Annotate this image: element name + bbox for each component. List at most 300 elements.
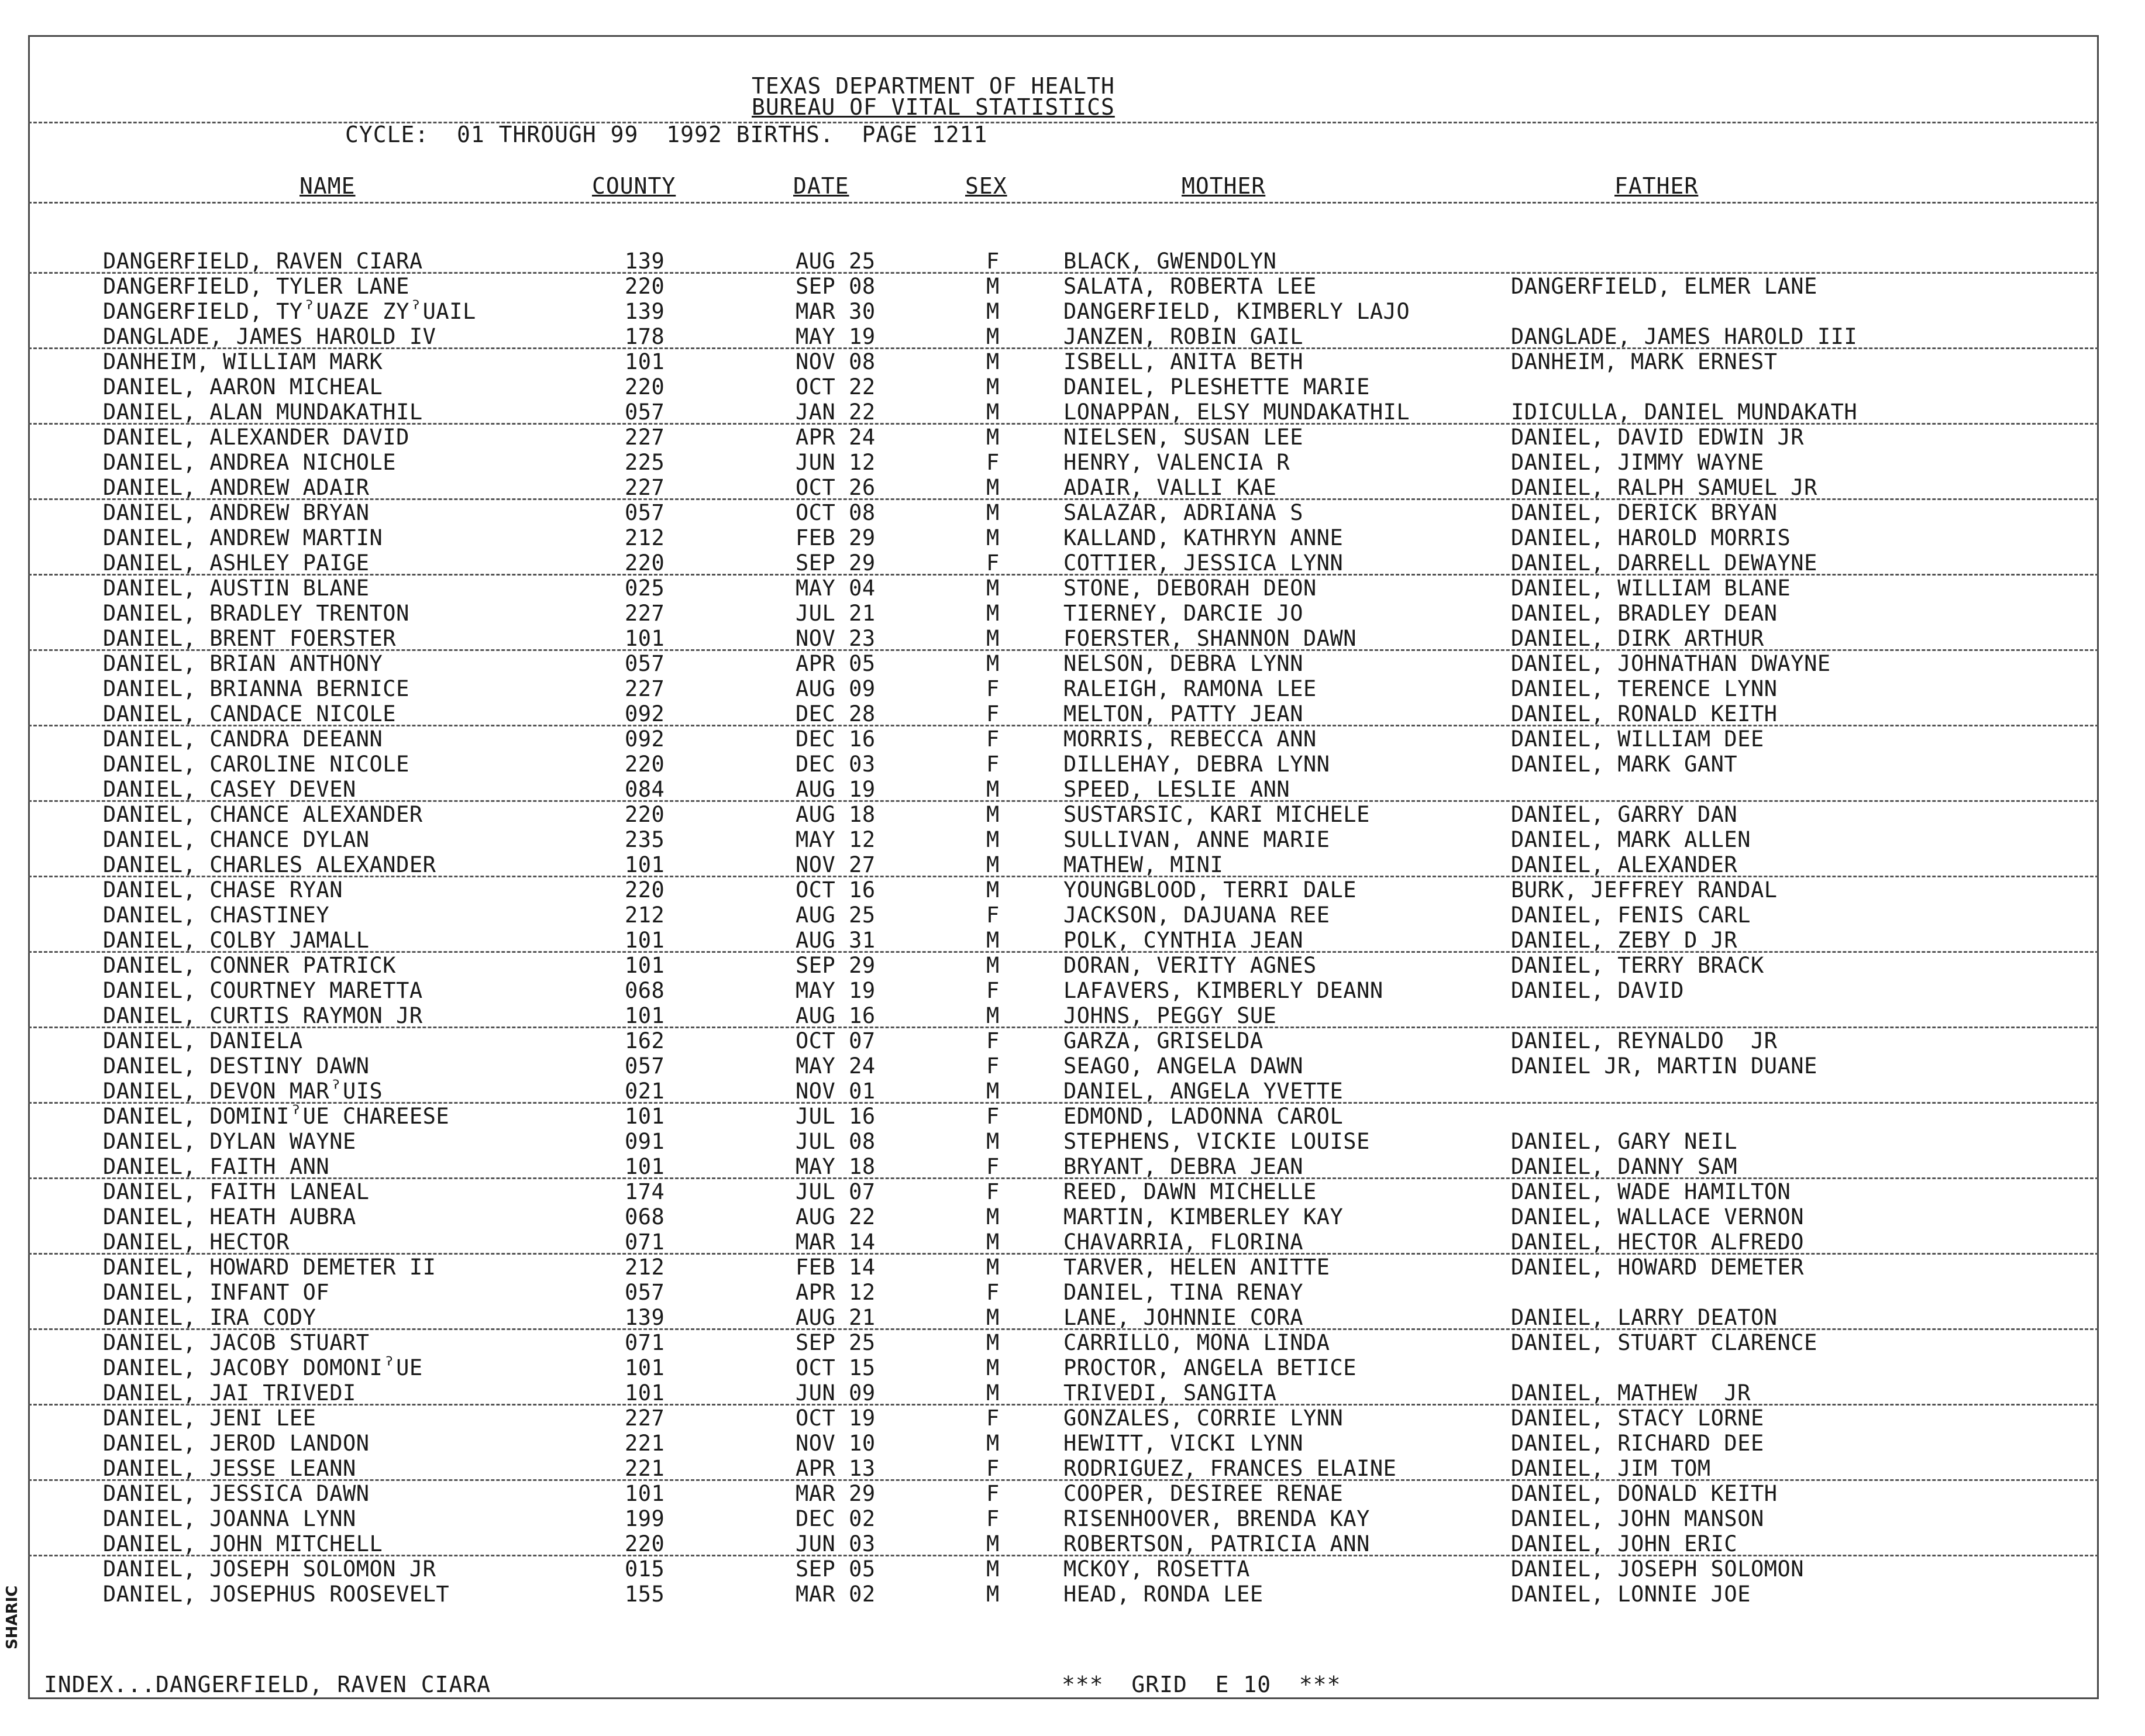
table-row: [28, 274, 2099, 299]
cell-date: OCT 22: [796, 374, 876, 399]
cell-sex: M: [986, 1355, 1000, 1380]
cell-father: DANIEL, HAROLD MORRIS: [1511, 525, 1791, 550]
cell-date: DEC 02: [796, 1506, 876, 1531]
cell-mother: TIERNEY, DARCIE JO: [1063, 601, 1303, 626]
cell-name: DANGERFIELD, TYLER LANE: [103, 274, 409, 299]
cell-county: 178: [625, 324, 665, 349]
grid-footer: *** GRID E 10 ***: [1062, 1672, 1341, 1697]
cell-county: 227: [625, 475, 665, 500]
cell-father: DANIEL, TERENCE LYNN: [1511, 676, 1778, 701]
cell-mother: DANIEL, PLESHETTE MARIE: [1063, 374, 1370, 399]
cell-county: 101: [625, 1003, 665, 1028]
cell-date: SEP 05: [796, 1556, 876, 1582]
table-row: [28, 1028, 2099, 1053]
cell-name: DANIEL, COURTNEY MARETTA: [103, 978, 423, 1003]
cell-date: FEB 14: [796, 1255, 876, 1280]
table-row: [28, 576, 2099, 601]
cell-name: DANIEL, JAI TRIVEDI: [103, 1380, 356, 1406]
cell-name: DANHEIM, WILLIAM MARK: [103, 349, 383, 374]
cell-date: JUN 03: [796, 1531, 876, 1556]
cell-mother: SUSTARSIC, KARI MICHELE: [1063, 802, 1370, 827]
cell-county: 091: [625, 1129, 665, 1154]
cell-name: DANIEL, ANDREW BRYAN: [103, 500, 370, 525]
cell-mother: SPEED, LESLIE ANN: [1063, 777, 1290, 802]
cell-date: AUG 25: [796, 249, 876, 274]
cell-sex: M: [986, 1003, 1000, 1028]
col-date-header: DATE: [793, 173, 849, 199]
table-row: [28, 1154, 2099, 1179]
col-county-header: COUNTY: [592, 173, 676, 199]
table-row: [28, 726, 2099, 752]
cell-mother: DANIEL, ANGELA YVETTE: [1063, 1079, 1344, 1104]
report-title: TEXAS DEPARTMENT OF HEALTH: [752, 73, 1115, 99]
cell-county: 092: [625, 726, 665, 752]
cell-county: 057: [625, 1053, 665, 1079]
cell-county: 212: [625, 903, 665, 928]
cell-name: DANIEL, JESSICA DAWN: [103, 1481, 370, 1506]
cell-mother: DILLEHAY, DEBRA LYNN: [1063, 752, 1330, 777]
cell-sex: F: [986, 550, 1000, 576]
cell-father: DANIEL, HECTOR ALFREDO: [1511, 1229, 1805, 1255]
cell-name: DANGERFIELD, RAVEN CIARA: [103, 249, 423, 274]
cell-date: MAY 24: [796, 1053, 876, 1079]
cell-sex: M: [986, 777, 1000, 802]
cell-name: DANIEL, CANDRA DEEANN: [103, 726, 383, 752]
cell-name: DANIEL, CANDACE NICOLE: [103, 701, 397, 726]
cell-sex: F: [986, 1179, 1000, 1204]
cell-county: 162: [625, 1028, 665, 1053]
cell-mother: RALEIGH, RAMONA LEE: [1063, 676, 1317, 701]
cell-county: 025: [625, 576, 665, 601]
table-row: [28, 450, 2099, 475]
cell-name: DANIEL, CHANCE ALEXANDER: [103, 802, 423, 827]
cell-name: DANIEL, JACOBY DOMONIˀUE: [103, 1355, 423, 1380]
cell-sex: F: [986, 1481, 1000, 1506]
table-row: [28, 1582, 2099, 1607]
table-row: [28, 249, 2099, 274]
cell-mother: HEAD, RONDA LEE: [1063, 1582, 1263, 1607]
cell-date: JAN 22: [796, 399, 876, 425]
cell-mother: GONZALES, CORRIE LYNN: [1063, 1406, 1344, 1431]
cell-mother: LONAPPAN, ELSY MUNDAKATHIL: [1063, 399, 1410, 425]
table-row: [28, 324, 2099, 349]
cell-mother: JACKSON, DAJUANA REE: [1063, 903, 1330, 928]
cell-mother: ISBELL, ANITA BETH: [1063, 349, 1303, 374]
table-row: [28, 1481, 2099, 1506]
cell-father: DANIEL, RONALD KEITH: [1511, 701, 1778, 726]
cell-sex: M: [986, 852, 1000, 877]
cell-date: MAY 18: [796, 1154, 876, 1179]
cell-date: NOV 01: [796, 1079, 876, 1104]
table-row: [28, 752, 2099, 777]
cell-date: DEC 16: [796, 726, 876, 752]
cell-sex: M: [986, 475, 1000, 500]
cell-father: DANIEL, STACY LORNE: [1511, 1406, 1764, 1431]
cell-date: FEB 29: [796, 525, 876, 550]
cell-sex: M: [986, 274, 1000, 299]
cell-sex: F: [986, 701, 1000, 726]
cell-mother: MELTON, PATTY JEAN: [1063, 701, 1303, 726]
col-sex-header: SEX: [965, 173, 1007, 199]
cell-father: DANGLADE, JAMES HAROLD III: [1511, 324, 1858, 349]
cell-father: DANIEL, STUART CLARENCE: [1511, 1330, 1817, 1355]
table-row: [28, 1179, 2099, 1204]
cell-mother: REED, DAWN MICHELLE: [1063, 1179, 1317, 1204]
cell-date: JUN 09: [796, 1380, 876, 1406]
cell-date: JUL 21: [796, 601, 876, 626]
cell-county: 101: [625, 1481, 665, 1506]
table-row: [28, 1431, 2099, 1456]
cell-date: APR 24: [796, 425, 876, 450]
cell-county: 220: [625, 550, 665, 576]
cell-father: DANIEL, REYNALDO JR: [1511, 1028, 1778, 1053]
cell-date: MAY 12: [796, 827, 876, 852]
cell-father: DANIEL, JOHN ERIC: [1511, 1531, 1738, 1556]
cell-name: DANIEL, DYLAN WAYNE: [103, 1129, 356, 1154]
cell-mother: CHAVARRIA, FLORINA: [1063, 1229, 1303, 1255]
cell-sex: M: [986, 651, 1000, 676]
cell-mother: SEAGO, ANGELA DAWN: [1063, 1053, 1303, 1079]
cell-name: DANIEL, JOSEPHUS ROOSEVELT: [103, 1582, 450, 1607]
table-row: [28, 601, 2099, 626]
cell-sex: M: [986, 1556, 1000, 1582]
divider: [28, 122, 2099, 123]
table-row: [28, 1255, 2099, 1280]
cell-date: AUG 25: [796, 903, 876, 928]
cell-sex: M: [986, 1582, 1000, 1607]
table-row: [28, 928, 2099, 953]
table-row: [28, 1456, 2099, 1481]
cell-father: DANIEL, DERICK BRYAN: [1511, 500, 1778, 525]
cell-name: DANIEL, ALEXANDER DAVID: [103, 425, 409, 450]
cell-sex: F: [986, 1053, 1000, 1079]
cell-sex: F: [986, 1506, 1000, 1531]
cell-name: DANIEL, DEVON MARˀUIS: [103, 1079, 383, 1104]
cell-date: APR 12: [796, 1280, 876, 1305]
cell-name: DANIEL, JESSE LEANN: [103, 1456, 356, 1481]
cell-father: DANIEL, WILLIAM DEE: [1511, 726, 1764, 752]
table-row: [28, 299, 2099, 324]
cell-date: AUG 31: [796, 928, 876, 953]
table-row: [28, 1506, 2099, 1531]
cell-date: SEP 29: [796, 550, 876, 576]
table-row: [28, 1556, 2099, 1582]
cell-father: DANIEL, LONNIE JOE: [1511, 1582, 1751, 1607]
cell-name: DANIEL, CURTIS RAYMON JR: [103, 1003, 423, 1028]
cell-name: DANIEL, JENI LEE: [103, 1406, 316, 1431]
cell-sex: M: [986, 802, 1000, 827]
cell-mother: FOERSTER, SHANNON DAWN: [1063, 626, 1357, 651]
cell-county: 220: [625, 1531, 665, 1556]
table-row: [28, 676, 2099, 701]
cell-date: MAR 30: [796, 299, 876, 324]
cell-sex: M: [986, 1380, 1000, 1406]
cell-father: DANIEL, GARY NEIL: [1511, 1129, 1738, 1154]
table-row: [28, 1053, 2099, 1079]
cell-father: DANIEL, WILLIAM BLANE: [1511, 576, 1791, 601]
table-row: [28, 1129, 2099, 1154]
cell-father: DANGERFIELD, ELMER LANE: [1511, 274, 1817, 299]
cell-mother: LANE, JOHNNIE CORA: [1063, 1305, 1303, 1330]
table-row: [28, 852, 2099, 877]
cell-name: DANIEL, JOANNA LYNN: [103, 1506, 356, 1531]
cell-father: DANIEL, JIM TOM: [1511, 1456, 1711, 1481]
cell-name: DANIEL, FAITH ANN: [103, 1154, 330, 1179]
table-row: [28, 1380, 2099, 1406]
cell-county: 220: [625, 877, 665, 903]
cell-father: DANIEL, JOHN MANSON: [1511, 1506, 1764, 1531]
cell-name: DANIEL, CHASTINEY: [103, 903, 330, 928]
cell-date: AUG 21: [796, 1305, 876, 1330]
cell-name: DANIEL, JEROD LANDON: [103, 1431, 370, 1456]
cell-mother: GARZA, GRISELDA: [1063, 1028, 1263, 1053]
cell-county: 057: [625, 1280, 665, 1305]
cell-name: DANIEL, CHANCE DYLAN: [103, 827, 370, 852]
cell-mother: LAFAVERS, KIMBERLY DEANN: [1063, 978, 1383, 1003]
cell-county: 101: [625, 928, 665, 953]
cell-name: DANIEL, AUSTIN BLANE: [103, 576, 370, 601]
cell-father: DANIEL, JIMMY WAYNE: [1511, 450, 1764, 475]
cell-date: MAY 19: [796, 978, 876, 1003]
cell-name: DANIEL, HECTOR: [103, 1229, 290, 1255]
cell-name: DANIEL, CAROLINE NICOLE: [103, 752, 409, 777]
cell-name: DANIEL, ALAN MUNDAKATHIL: [103, 399, 423, 425]
cell-county: 227: [625, 601, 665, 626]
cell-sex: F: [986, 726, 1000, 752]
cell-mother: CARRILLO, MONA LINDA: [1063, 1330, 1330, 1355]
cell-county: 220: [625, 274, 665, 299]
cell-county: 220: [625, 374, 665, 399]
cell-father: DANHEIM, MARK ERNEST: [1511, 349, 1778, 374]
cell-date: JUL 07: [796, 1179, 876, 1204]
cell-name: DANGLADE, JAMES HAROLD IV: [103, 324, 436, 349]
cell-date: MAR 14: [796, 1229, 876, 1255]
cell-mother: ROBERTSON, PATRICIA ANN: [1063, 1531, 1370, 1556]
report-subtitle: BUREAU OF VITAL STATISTICS: [752, 94, 1115, 120]
cell-name: DANIEL, BRENT FOERSTER: [103, 626, 397, 651]
header-divider: [28, 202, 2099, 204]
table-row: [28, 827, 2099, 852]
cell-sex: M: [986, 399, 1000, 425]
cell-sex: M: [986, 626, 1000, 651]
cell-sex: M: [986, 827, 1000, 852]
cell-name: DANIEL, ANDREW MARTIN: [103, 525, 383, 550]
cell-sex: F: [986, 1280, 1000, 1305]
index-footer: INDEX...DANGERFIELD, RAVEN CIARA: [44, 1672, 491, 1697]
cell-date: DEC 28: [796, 701, 876, 726]
cell-sex: M: [986, 425, 1000, 450]
cell-county: 220: [625, 802, 665, 827]
cell-name: DANIEL, CHARLES ALEXANDER: [103, 852, 436, 877]
cell-name: DANIEL, HOWARD DEMETER II: [103, 1255, 436, 1280]
cell-date: DEC 03: [796, 752, 876, 777]
table-row: [28, 651, 2099, 676]
cell-county: 057: [625, 500, 665, 525]
cell-mother: SALATA, ROBERTA LEE: [1063, 274, 1317, 299]
table-row: [28, 399, 2099, 425]
cell-sex: M: [986, 374, 1000, 399]
table-row: [28, 374, 2099, 399]
cell-sex: F: [986, 1456, 1000, 1481]
cell-county: 225: [625, 450, 665, 475]
table-row: [28, 978, 2099, 1003]
cell-date: NOV 23: [796, 626, 876, 651]
cell-mother: MORRIS, REBECCA ANN: [1063, 726, 1317, 752]
cell-father: DANIEL, TERRY BRACK: [1511, 953, 1764, 978]
cell-date: OCT 16: [796, 877, 876, 903]
cell-sex: M: [986, 299, 1000, 324]
cell-sex: F: [986, 978, 1000, 1003]
cell-name: DANIEL, DOMINIˀUE CHAREESE: [103, 1104, 450, 1129]
cell-mother: SALAZAR, ADRIANA S: [1063, 500, 1303, 525]
cell-sex: M: [986, 601, 1000, 626]
cell-sex: M: [986, 1531, 1000, 1556]
cell-mother: DORAN, VERITY AGNES: [1063, 953, 1317, 978]
cell-mother: TARVER, HELEN ANITTE: [1063, 1255, 1330, 1280]
cell-father: DANIEL, GARRY DAN: [1511, 802, 1738, 827]
cell-father: DANIEL, DIRK ARTHUR: [1511, 626, 1764, 651]
cell-father: DANIEL, FENIS CARL: [1511, 903, 1751, 928]
cell-father: DANIEL, DAVID: [1511, 978, 1685, 1003]
cell-sex: F: [986, 1104, 1000, 1129]
cell-mother: BRYANT, DEBRA JEAN: [1063, 1154, 1303, 1179]
cell-father: DANIEL, MARK ALLEN: [1511, 827, 1751, 852]
cell-mother: MARTIN, KIMBERLEY KAY: [1063, 1204, 1344, 1229]
cell-sex: M: [986, 500, 1000, 525]
cell-date: MAR 02: [796, 1582, 876, 1607]
cell-date: AUG 16: [796, 1003, 876, 1028]
table-row: [28, 1104, 2099, 1129]
cell-county: 227: [625, 425, 665, 450]
cell-father: DANIEL, DONALD KEITH: [1511, 1481, 1778, 1506]
table-row: [28, 777, 2099, 802]
cell-date: AUG 09: [796, 676, 876, 701]
cell-name: DANIEL, ASHLEY PAIGE: [103, 550, 370, 576]
cell-sex: F: [986, 752, 1000, 777]
cell-sex: M: [986, 1305, 1000, 1330]
cell-date: JUN 12: [796, 450, 876, 475]
cell-date: OCT 08: [796, 500, 876, 525]
cell-date: SEP 25: [796, 1330, 876, 1355]
cell-mother: COTTIER, JESSICA LYNN: [1063, 550, 1344, 576]
cell-mother: YOUNGBLOOD, TERRI DALE: [1063, 877, 1357, 903]
cell-father: DANIEL, JOHNATHAN DWAYNE: [1511, 651, 1831, 676]
cell-date: SEP 29: [796, 953, 876, 978]
cell-county: 101: [625, 626, 665, 651]
cell-mother: DANGERFIELD, KIMBERLY LAJO: [1063, 299, 1410, 324]
cell-sex: F: [986, 1028, 1000, 1053]
cell-name: DANIEL, CONNER PATRICK: [103, 953, 397, 978]
table-row: [28, 1406, 2099, 1431]
cell-date: JUL 08: [796, 1129, 876, 1154]
cell-county: 220: [625, 752, 665, 777]
cell-name: DANIEL, CASEY DEVEN: [103, 777, 356, 802]
cell-date: OCT 07: [796, 1028, 876, 1053]
cell-date: AUG 19: [796, 777, 876, 802]
cell-county: 212: [625, 1255, 665, 1280]
cell-mother: TRIVEDI, SANGITA: [1063, 1380, 1277, 1406]
cell-father: DANIEL, RICHARD DEE: [1511, 1431, 1764, 1456]
cell-father: DANIEL, ZEBY D JR: [1511, 928, 1738, 953]
cell-name: DANIEL, CHASE RYAN: [103, 877, 343, 903]
cell-county: 221: [625, 1456, 665, 1481]
cell-date: MAY 04: [796, 576, 876, 601]
cell-county: 139: [625, 299, 665, 324]
cell-sex: M: [986, 877, 1000, 903]
table-row: [28, 1079, 2099, 1104]
side-label: SHARIC: [4, 1585, 21, 1649]
cell-mother: PROCTOR, ANGELA BETICE: [1063, 1355, 1357, 1380]
cell-mother: SULLIVAN, ANNE MARIE: [1063, 827, 1330, 852]
table-row: [28, 1531, 2099, 1556]
cell-mother: STEPHENS, VICKIE LOUISE: [1063, 1129, 1370, 1154]
cell-date: APR 05: [796, 651, 876, 676]
cell-county: 101: [625, 349, 665, 374]
cell-father: DANIEL, WADE HAMILTON: [1511, 1179, 1791, 1204]
cell-county: 101: [625, 1154, 665, 1179]
cell-sex: M: [986, 1079, 1000, 1104]
cell-sex: M: [986, 1129, 1000, 1154]
cell-father: DANIEL, MARK GANT: [1511, 752, 1738, 777]
table-row: [28, 425, 2099, 450]
cell-sex: M: [986, 576, 1000, 601]
cell-county: 015: [625, 1556, 665, 1582]
cell-mother: RODRIGUEZ, FRANCES ELAINE: [1063, 1456, 1397, 1481]
cycle-line: CYCLE: 01 THROUGH 99 1992 BIRTHS. PAGE 1211: [345, 122, 988, 147]
table-row: [28, 1229, 2099, 1255]
cell-county: 021: [625, 1079, 665, 1104]
cell-father: DANIEL, LARRY DEATON: [1511, 1305, 1778, 1330]
cell-sex: M: [986, 1255, 1000, 1280]
cell-county: 057: [625, 399, 665, 425]
cell-county: 174: [625, 1179, 665, 1204]
cell-name: DANIEL, COLBY JAMALL: [103, 928, 370, 953]
cell-county: 071: [625, 1229, 665, 1255]
table-row: [28, 550, 2099, 576]
cell-name: DANIEL, INFANT OF: [103, 1280, 330, 1305]
cell-father: DANIEL, HOWARD DEMETER: [1511, 1255, 1805, 1280]
cell-sex: F: [986, 249, 1000, 274]
cell-sex: M: [986, 525, 1000, 550]
cell-sex: F: [986, 676, 1000, 701]
cell-county: 092: [625, 701, 665, 726]
cell-mother: NIELSEN, SUSAN LEE: [1063, 425, 1303, 450]
cell-county: 101: [625, 1104, 665, 1129]
cell-name: DANGERFIELD, TYˀUAZE ZYˀUAIL: [103, 299, 476, 324]
cell-sex: M: [986, 928, 1000, 953]
cell-name: DANIEL, BRIAN ANTHONY: [103, 651, 383, 676]
cell-sex: F: [986, 903, 1000, 928]
cell-mother: NELSON, DEBRA LYNN: [1063, 651, 1303, 676]
cell-name: DANIEL, JOSEPH SOLOMON JR: [103, 1556, 436, 1582]
cell-county: 227: [625, 676, 665, 701]
table-row: [28, 1355, 2099, 1380]
cell-county: 084: [625, 777, 665, 802]
cell-name: DANIEL, AARON MICHEAL: [103, 374, 383, 399]
cell-mother: ADAIR, VALLI KAE: [1063, 475, 1277, 500]
cell-sex: M: [986, 349, 1000, 374]
cell-name: DANIEL, DESTINY DAWN: [103, 1053, 370, 1079]
table-row: [28, 802, 2099, 827]
cell-mother: MATHEW, MINI: [1063, 852, 1224, 877]
cell-father: DANIEL, JOSEPH SOLOMON: [1511, 1556, 1805, 1582]
cell-mother: STONE, DEBORAH DEON: [1063, 576, 1317, 601]
cell-date: SEP 08: [796, 274, 876, 299]
table-row: [28, 1330, 2099, 1355]
table-row: [28, 1280, 2099, 1305]
table-row: [28, 1003, 2099, 1028]
cell-county: 199: [625, 1506, 665, 1531]
